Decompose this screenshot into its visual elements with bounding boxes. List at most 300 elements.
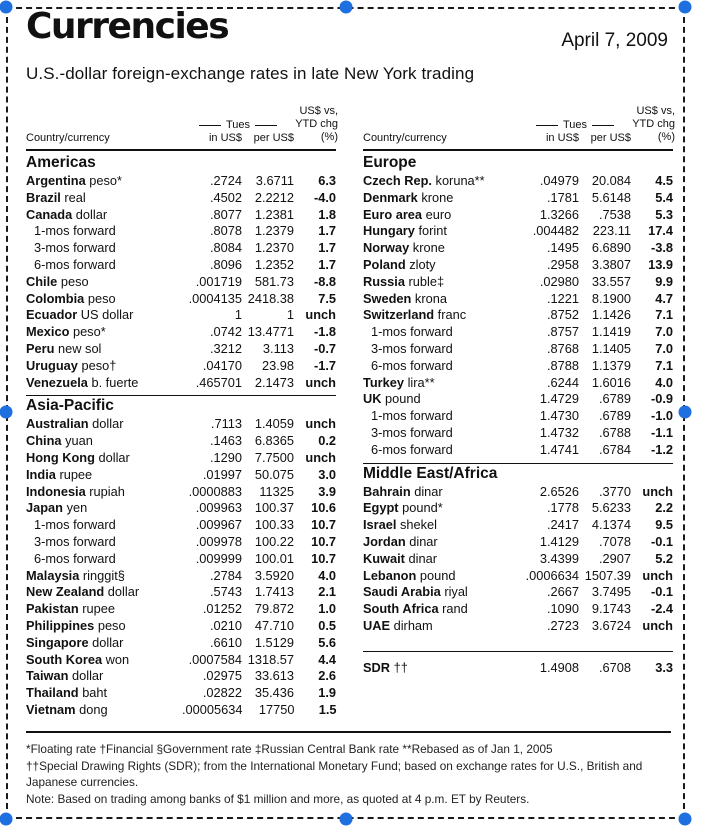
forward-label: 6-mos forward [34, 550, 116, 566]
header-ytd-line2: YTD chg [632, 118, 675, 130]
currency-name: forint [418, 223, 447, 239]
country-name: Egypt [363, 500, 399, 516]
country-name: Hungary [363, 223, 415, 239]
currency-name: lira** [407, 374, 435, 390]
currency-name-cell [363, 257, 519, 274]
forward-label: 1-mos forward [371, 324, 453, 340]
currency-name-cell [363, 660, 519, 677]
rate-in-us: .2958 [546, 256, 579, 272]
ytd-change: 9.9 [655, 273, 673, 289]
country-name: Euro area [363, 206, 423, 222]
currency-name: peso* [72, 324, 106, 340]
rate-in-us: .8752 [546, 307, 579, 323]
rate-in-us: .0007584 [188, 651, 242, 667]
table-row [363, 307, 673, 324]
currency-name-cell [26, 207, 182, 224]
table-row [26, 173, 336, 190]
rate-in-us: .3212 [209, 340, 242, 356]
rate-in-us: .8788 [546, 357, 579, 373]
rate-per-us: .6789 [598, 391, 631, 407]
resize-handle-bottom[interactable] [340, 813, 353, 826]
rate-in-us: .0006634 [525, 567, 579, 583]
rate-per-us: 1318.57 [247, 651, 294, 667]
table-row [26, 635, 336, 652]
ytd-change: 4.0 [318, 567, 336, 583]
ytd-change: -1.7 [313, 357, 336, 373]
header-tues: Tues [519, 119, 631, 131]
table-row [26, 601, 336, 618]
rate-in-us: .8077 [209, 206, 242, 222]
table-row [363, 568, 673, 585]
ytd-change: 0.5 [318, 617, 336, 633]
ytd-change: 1.9 [318, 685, 336, 701]
rate-in-us: .0742 [209, 324, 242, 340]
rate-per-us: 2418.38 [247, 290, 294, 306]
rate-in-us: .2667 [546, 584, 579, 600]
left-sections [26, 153, 336, 719]
ytd-change: 3.0 [318, 466, 336, 482]
ytd-change: -8.8 [313, 273, 336, 289]
forward-label: 3-mos forward [371, 424, 453, 440]
rate-per-us: 1.1426 [591, 307, 631, 323]
ytd-change: 3.9 [318, 483, 336, 499]
rate-in-us: .009978 [195, 533, 242, 549]
currency-name-cell [26, 190, 182, 207]
rate-per-us: 47.710 [254, 617, 294, 633]
currency-name: new sol [58, 340, 102, 356]
country-name: Turkey [363, 374, 405, 390]
country-name: Thailand [26, 685, 79, 701]
rate-per-us: 23.98 [261, 357, 294, 373]
table-row [26, 291, 336, 308]
ytd-change: 1.7 [318, 256, 336, 272]
table-row [26, 702, 336, 719]
rate-in-us: .8084 [209, 240, 242, 256]
currency-name-cell [363, 484, 519, 501]
table-row [26, 668, 336, 685]
ytd-change: -0.7 [313, 340, 336, 356]
rate-per-us: 79.872 [254, 601, 294, 617]
rate-per-us: 1.2381 [254, 206, 294, 222]
currency-name-cell [363, 291, 519, 308]
ytd-change: 3.3 [655, 659, 673, 675]
ytd-change: 1.5 [318, 701, 337, 717]
table-row [26, 450, 336, 467]
ytd-change: unch [642, 567, 673, 583]
currency-name-cell [26, 433, 182, 450]
resize-handle-left[interactable] [0, 406, 13, 419]
currency-name: real [64, 189, 86, 205]
rate-in-us: .1495 [546, 240, 579, 256]
rate-per-us: 3.7495 [591, 584, 631, 600]
rate-in-us: .8078 [209, 223, 242, 239]
table-header [363, 92, 673, 151]
ytd-change: 1.7 [318, 223, 336, 239]
resize-handle-bottom-left[interactable] [0, 813, 13, 826]
ytd-change: -0.1 [650, 533, 673, 549]
ytd-change: -2.4 [650, 601, 673, 617]
table-row [26, 534, 336, 551]
resize-handle-top-right[interactable] [679, 1, 692, 14]
currency-name-cell [363, 190, 519, 207]
ytd-change: -1.8 [313, 324, 336, 340]
table-row [363, 223, 673, 240]
currency-name-cell [26, 416, 182, 433]
ytd-change: -1.1 [650, 424, 673, 440]
currency-name: won [105, 651, 130, 667]
currency-name: dinar [409, 533, 438, 549]
ytd-change: unch [305, 307, 336, 323]
rate-in-us: .02975 [202, 668, 242, 684]
currency-name: dollar [92, 416, 124, 432]
rate-per-us: 1.5129 [254, 634, 294, 650]
ytd-change: 7.1 [655, 357, 673, 373]
currency-name-cell [26, 324, 182, 341]
rate-in-us: .00005634 [182, 701, 243, 717]
table-row [26, 240, 336, 257]
ytd-change: 2.6 [318, 668, 336, 684]
table-row [26, 467, 336, 484]
currency-name-cell [363, 223, 519, 240]
ytd-change: -0.1 [650, 584, 673, 600]
table-row [26, 341, 336, 358]
country-name: Kuwait [363, 550, 405, 566]
footnote-line: Note: Based on trading among banks of $1 million and more, as quoted at 4 p.m. ET by Reuters. [26, 791, 530, 806]
currency-name: euro [425, 206, 452, 222]
rate-per-us: 1.2379 [254, 223, 294, 239]
rate-per-us: 11325 [259, 483, 294, 499]
forward-label: 6-mos forward [371, 357, 453, 373]
table-row [363, 257, 673, 274]
header-ytd-line3: (%) [320, 131, 338, 143]
rate-in-us: 3.4399 [539, 550, 579, 566]
header-per-us: per US$ [253, 132, 294, 144]
header-country: Country/currency [363, 132, 447, 144]
currency-name: pound* [402, 500, 443, 516]
ytd-change: 4.4 [318, 651, 336, 667]
ytd-change: 10.7 [311, 550, 336, 566]
country-name: Peru [26, 340, 55, 356]
currency-name-cell [26, 484, 182, 501]
currency-name-cell [26, 500, 182, 517]
ytd-change: 10.6 [311, 500, 336, 516]
table-row [26, 358, 336, 375]
rate-in-us: .1290 [209, 449, 242, 465]
rate-in-us: .1221 [546, 290, 579, 306]
currency-name: dinar [408, 550, 437, 566]
table-row [26, 375, 336, 392]
currency-name-cell [26, 568, 182, 585]
rate-per-us: 1.6016 [591, 374, 631, 390]
rate-per-us: 3.3807 [591, 256, 631, 272]
currency-name: shekel [400, 517, 438, 533]
rate-per-us: .3770 [598, 483, 631, 499]
currency-name-cell [363, 408, 519, 425]
country-name: Uruguay [26, 357, 78, 373]
table-row [26, 551, 336, 568]
resize-handle-right[interactable] [679, 406, 692, 419]
currency-name: dollar [75, 206, 108, 222]
rate-in-us: .2784 [209, 567, 242, 583]
currency-name: dong [79, 701, 108, 717]
currency-name-cell [363, 341, 519, 358]
rate-in-us: 2.6526 [539, 483, 579, 499]
rate-in-us: .02980 [539, 273, 579, 289]
region-section [363, 153, 673, 459]
forward-label: 1-mos forward [34, 223, 116, 239]
currency-name: dollar [107, 584, 140, 600]
rate-in-us: .2417 [546, 517, 579, 533]
table-row [363, 584, 673, 601]
country-name: Lebanon [363, 567, 417, 583]
country-name: Venezuela [26, 374, 88, 390]
right-column [363, 92, 673, 677]
header-ytd-line1: US$ vs, [299, 105, 338, 117]
currency-name-cell [26, 467, 182, 484]
currency-name-cell [363, 568, 519, 585]
region-title: Europe [363, 154, 417, 171]
currency-name: peso [60, 273, 89, 289]
rate-per-us: 1507.39 [584, 567, 631, 583]
rate-in-us: .009967 [195, 517, 242, 533]
rate-per-us: 33.613 [254, 668, 294, 684]
table-row [363, 618, 673, 635]
resize-handle-top[interactable] [340, 1, 353, 14]
table-row [26, 584, 336, 601]
currency-name-cell [26, 668, 182, 685]
rate-per-us: 3.5920 [254, 567, 294, 583]
rate-in-us: 1.4730 [539, 408, 579, 424]
currency-name-cell [363, 517, 519, 534]
ytd-change: 13.9 [648, 256, 673, 272]
currency-name-cell [26, 291, 182, 308]
rate-in-us: .0000883 [188, 483, 242, 499]
table-row [363, 425, 673, 442]
ytd-change: unch [305, 416, 336, 432]
table-row [26, 207, 336, 224]
rate-per-us: 100.01 [254, 550, 294, 566]
table-row [363, 601, 673, 618]
rate-in-us: 1.4908 [539, 659, 579, 675]
currency-name-cell [363, 207, 519, 224]
rate-per-us: 100.22 [254, 533, 294, 549]
table-row [363, 291, 673, 308]
country-name: UAE [363, 617, 391, 633]
table-row [363, 190, 673, 207]
currency-name: riyal [444, 584, 468, 600]
table-row [26, 416, 336, 433]
currency-name: dollar [72, 668, 104, 684]
rate-per-us: .6708 [598, 659, 631, 675]
country-name: UK [363, 391, 382, 407]
country-name: Switzerland [363, 307, 435, 323]
rate-in-us: .1463 [209, 433, 242, 449]
header-ytd [294, 105, 338, 144]
currency-name: ruble‡ [408, 273, 445, 289]
resize-handle-bottom-right[interactable] [679, 813, 692, 826]
table-row [26, 324, 336, 341]
country-name: China [26, 433, 62, 449]
currency-name-cell [363, 425, 519, 442]
rate-per-us: .6789 [598, 408, 631, 424]
rate-per-us: 2.2212 [254, 189, 294, 205]
rate-per-us: 5.6148 [591, 189, 631, 205]
rate-per-us: .2907 [598, 550, 631, 566]
currency-name: peso [97, 617, 126, 633]
publication-date: April 7, 2009 [561, 30, 668, 51]
table-row [26, 257, 336, 274]
currency-name-cell [26, 375, 182, 392]
currency-name: dirham [393, 617, 433, 633]
currency-name-cell [26, 534, 182, 551]
currency-name: rupiah [89, 483, 125, 499]
currency-name: yen [66, 500, 88, 516]
rate-per-us: 5.6233 [591, 500, 631, 516]
rate-in-us: .0210 [209, 617, 242, 633]
ytd-change: unch [305, 374, 336, 390]
ytd-change: -1.2 [650, 441, 673, 457]
ytd-change: unch [642, 483, 673, 499]
rate-per-us: 7.7500 [254, 449, 294, 465]
rate-in-us: .6244 [546, 374, 579, 390]
table-row [363, 660, 673, 677]
rate-in-us: .1778 [546, 500, 579, 516]
rate-per-us: 3.113 [262, 340, 294, 356]
rate-per-us: 6.8365 [254, 433, 294, 449]
currency-name: dinar [414, 483, 443, 499]
rate-in-us: .04979 [539, 173, 579, 188]
country-name: Jordan [363, 533, 406, 549]
rate-per-us: 9.1743 [591, 601, 631, 617]
currency-name: krone [412, 240, 445, 256]
currency-name: peso† [81, 357, 117, 373]
rate-in-us: .6610 [209, 634, 242, 650]
country-name: Norway [363, 240, 410, 256]
country-name: Colombia [26, 290, 85, 306]
forward-label: 3-mos forward [34, 240, 116, 256]
table-row [363, 551, 673, 568]
rate-per-us: 2.1473 [254, 374, 294, 390]
ytd-change: 5.4 [655, 189, 673, 205]
rate-per-us: 1 [286, 307, 294, 323]
rate-per-us: 100.33 [254, 517, 294, 533]
rate-in-us: .2723 [546, 617, 579, 633]
currency-name-cell [26, 341, 182, 358]
currency-name-cell [363, 240, 519, 257]
ytd-change: 4.5 [655, 173, 673, 188]
ytd-change: 0.2 [318, 433, 336, 449]
country-name: Brazil [26, 189, 61, 205]
table-row [26, 223, 336, 240]
ytd-change: unch [642, 617, 673, 633]
rate-in-us: .004482 [532, 223, 579, 239]
rate-in-us: .01997 [202, 466, 242, 482]
rate-per-us: 4.1374 [591, 517, 631, 533]
currency-name: krone [421, 189, 454, 205]
currency-name-cell [26, 601, 182, 618]
table-row [363, 375, 673, 392]
currency-name-cell [26, 450, 182, 467]
forward-label: 1-mos forward [371, 408, 453, 424]
header-country: Country/currency [26, 132, 110, 144]
currency-name: pound [419, 567, 456, 583]
ytd-change: 4.7 [655, 290, 673, 306]
rate-in-us: .7113 [210, 416, 242, 432]
currency-name: b. fuerte [91, 374, 139, 390]
rate-in-us: .465701 [195, 374, 242, 390]
header-ytd-line3: (%) [657, 131, 675, 143]
region-title: Americas [26, 154, 96, 171]
country-name: Poland [363, 256, 406, 272]
ytd-change: -0.9 [650, 391, 673, 407]
ytd-change: 6.3 [318, 173, 336, 188]
region-section [26, 395, 336, 718]
rate-per-us: 3.6711 [255, 173, 294, 188]
rate-per-us: 1.1419 [591, 324, 631, 340]
resize-handle-top-left[interactable] [0, 1, 13, 14]
currency-name-cell [363, 551, 519, 568]
rate-in-us: .001719 [195, 273, 242, 289]
rate-in-us: .8768 [546, 340, 579, 356]
rate-in-us: .5743 [209, 584, 242, 600]
rate-per-us: 100.37 [254, 500, 294, 516]
region-section [26, 153, 336, 391]
currency-name-cell [363, 601, 519, 618]
rate-per-us: 20.084 [591, 173, 631, 188]
currency-name-cell [26, 358, 182, 375]
page-subtitle: U.S.-dollar foreign-exchange rates in late New York trading [26, 64, 475, 83]
currency-name: rupee [59, 466, 93, 482]
currency-name-cell [26, 307, 182, 324]
page-title: Currencies [26, 6, 229, 47]
currency-name-cell [26, 652, 182, 669]
ytd-change: 7.1 [655, 307, 673, 323]
currency-name-cell [363, 307, 519, 324]
currency-name-cell [363, 391, 519, 408]
header-ytd-line1: US$ vs, [636, 105, 675, 117]
ytd-change: -3.8 [650, 240, 673, 256]
rate-per-us: 1.2352 [254, 256, 294, 272]
currency-name-cell [26, 240, 182, 257]
rate-in-us: .4502 [209, 189, 242, 205]
ytd-change: 10.7 [311, 533, 336, 549]
table-header [26, 92, 336, 151]
currency-name: koruna** [435, 173, 485, 188]
rate-in-us: 1.4732 [539, 424, 579, 440]
rate-in-us: 1.4129 [539, 533, 579, 549]
currency-name-cell [363, 375, 519, 392]
rate-in-us: .01252 [202, 601, 242, 617]
rate-in-us: .04170 [202, 357, 242, 373]
table-row [26, 685, 336, 702]
header-in-us: in US$ [208, 132, 242, 144]
ytd-change: 4.0 [655, 374, 673, 390]
ytd-change: 1.0 [318, 601, 336, 617]
country-name: Japan [26, 500, 63, 516]
currency-name-cell [363, 618, 519, 635]
currency-name-cell [363, 173, 519, 190]
country-name: Singapore [26, 634, 89, 650]
currency-name: franc [437, 307, 467, 323]
forward-label: 6-mos forward [34, 256, 116, 272]
table-row [363, 517, 673, 534]
country-name: Mexico [26, 324, 70, 340]
rate-per-us: 13.4771 [247, 324, 294, 340]
rate-in-us: .02822 [202, 685, 242, 701]
rate-per-us: 1.1405 [591, 340, 631, 356]
footnote-line: ††Special Drawing Rights (SDR); from the International Monetary Fund; based on exchange rates for U.S., British and Japanese currencies. [26, 758, 643, 789]
table-row [363, 324, 673, 341]
